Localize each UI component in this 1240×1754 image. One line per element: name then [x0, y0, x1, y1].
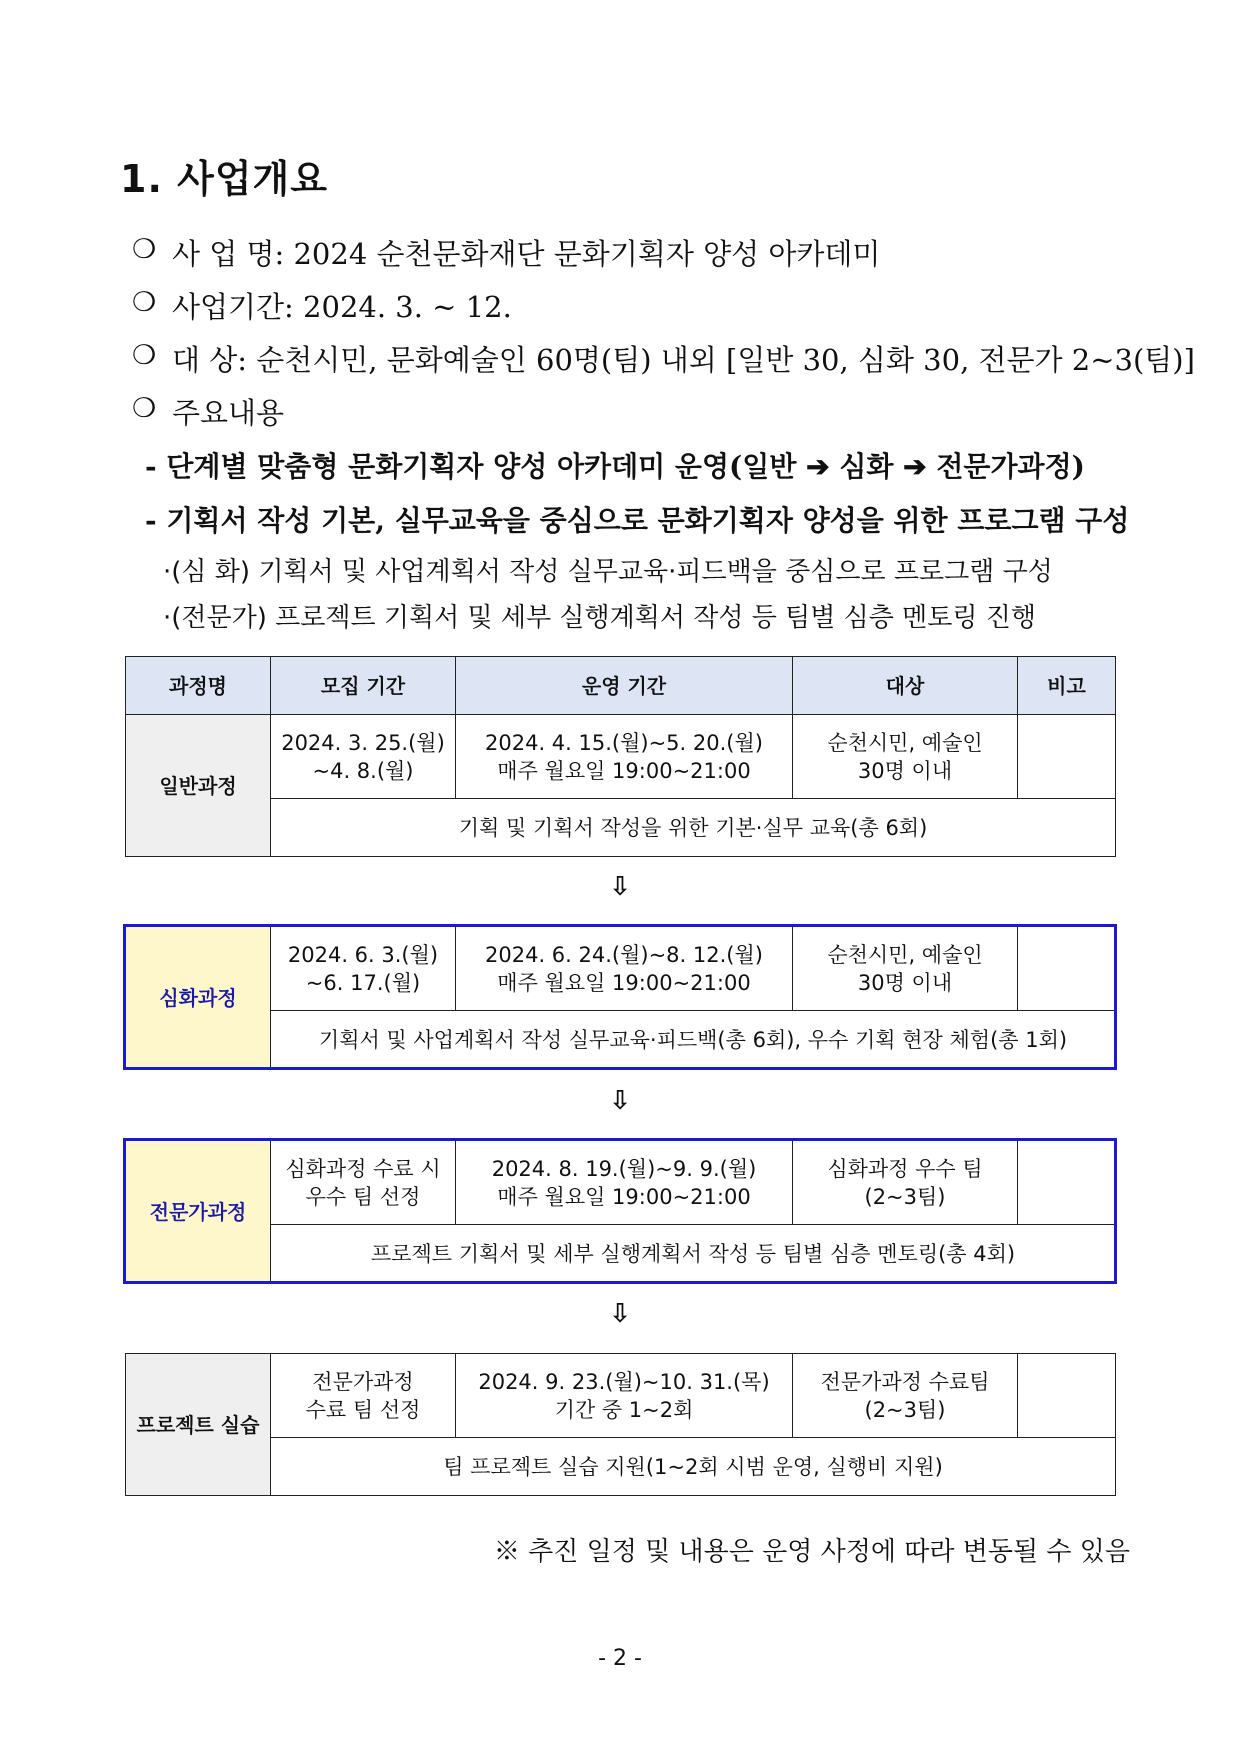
note-cell: [1018, 715, 1116, 799]
course-description: 기획 및 기획서 작성을 위한 기본·실무 교육(총 6회): [271, 799, 1116, 857]
footnote: ※ 추진 일정 및 내용은 운영 사정에 따라 변동될 수 있음: [493, 1537, 1130, 1567]
bullet-icon: ❍: [132, 340, 157, 371]
course-description: 기획서 및 사업계획서 작성 실무교육·피드백(총 6회), 우수 기획 현장 체험(총 1회): [271, 1011, 1116, 1069]
recruit-period: [271, 1354, 456, 1438]
operation-dates: 2024. 6. 24.(월)~8. 12.(월): [485, 942, 763, 967]
target-count: (2~3팀): [864, 1184, 946, 1209]
operation-dates: 2024. 4. 15.(월)~5. 20.(월): [485, 730, 763, 755]
down-arrow-icon: ⇩: [609, 1086, 631, 1116]
bullet-icon: ❍: [132, 234, 157, 265]
target-group: 전문가과정 수료팀: [820, 1369, 990, 1394]
course-description: 팀 프로젝트 실습 지원(1~2회 시범 운영, 실행비 지원): [271, 1438, 1116, 1496]
target: [793, 1354, 1018, 1438]
recruit-condition: 전문가과정: [312, 1369, 414, 1394]
down-arrow-icon: ⇩: [609, 1299, 631, 1329]
detail-item: - 단계별 맞춤형 문화기획자 양성 아카데미 운영(일반 ➔ 심화 ➔ 전문가과정): [145, 450, 1085, 483]
course-name: 심화과정: [126, 927, 271, 1069]
recruit-end: ~4. 8.(월): [312, 758, 414, 783]
target-count: (2~3팀): [864, 1397, 946, 1422]
target-count: 30명 이내: [857, 970, 953, 995]
operation-dates: 2024. 9. 23.(월)~10. 31.(목): [478, 1369, 770, 1394]
down-arrow-icon: ⇩: [609, 872, 631, 902]
course-name: 일반과정: [126, 715, 271, 857]
recruit-period: [271, 1141, 456, 1225]
recruit-end: ~6. 17.(월): [305, 970, 421, 995]
bullet-icon: ❍: [132, 393, 157, 424]
course-name: 프로젝트 실습: [126, 1354, 271, 1496]
recruit-period: [271, 927, 456, 1011]
operation-dates: 2024. 8. 19.(월)~9. 9.(월): [491, 1156, 757, 1181]
operation-period: [456, 927, 793, 1011]
target: [793, 1141, 1018, 1225]
operation-period: [456, 1354, 793, 1438]
recruit-period: [271, 715, 456, 799]
target-group: 순천시민, 예술인: [827, 730, 983, 755]
operation-schedule: 매주 월요일 19:00~21:00: [497, 970, 751, 995]
operation-period: [456, 1141, 793, 1225]
overview-period: 사업기간: 2024. 3. ~ 12.: [172, 290, 512, 324]
overview-main-content: 주요내용: [172, 396, 285, 430]
target-count: 30명 이내: [857, 758, 953, 783]
course-table-project: [125, 1353, 1116, 1496]
header-target: 대상: [793, 657, 1018, 715]
overview-target: 대 상: 순천시민, 문화예술인 60명(팀) 내외 [일반 30, 심화 30, 전문가 2~3(팀)]: [172, 343, 1195, 377]
recruit-start: 2024. 3. 25.(월): [281, 730, 445, 755]
course-table-advanced: [125, 926, 1116, 1069]
course-table-expert: [125, 1140, 1116, 1283]
recruit-start: 2024. 6. 3.(월): [287, 942, 439, 967]
header-operation-period: 운영 기간: [456, 657, 793, 715]
operation-schedule: 매주 월요일 19:00~21:00: [497, 758, 751, 783]
target: [793, 715, 1018, 799]
overview-business-name: 사 업 명: 2024 순천문화재단 문화기획자 양성 아카데미: [172, 237, 881, 271]
recruit-selection: 수료 팀 선정: [305, 1397, 421, 1422]
target-group: 심화과정 우수 팀: [827, 1156, 983, 1181]
operation-schedule: 기간 중 1~2회: [554, 1397, 694, 1422]
target: [793, 927, 1018, 1011]
sub-detail-item: ·(심 화) 기획서 및 사업계획서 작성 실무교육·피드백을 중심으로 프로그램 구성: [163, 557, 1053, 587]
note-cell: [1018, 1141, 1116, 1225]
course-table-general: [125, 656, 1116, 857]
sub-detail-item: ·(전문가) 프로젝트 기획서 및 세부 실행계획서 작성 등 팀별 심층 멘토링 진행: [163, 603, 1036, 633]
recruit-selection: 우수 팀 선정: [305, 1184, 421, 1209]
header-recruit-period: 모집 기간: [271, 657, 456, 715]
recruit-condition: 심화과정 수료 시: [285, 1156, 441, 1181]
bullet-icon: ❍: [132, 287, 157, 318]
note-cell: [1018, 927, 1116, 1011]
target-group: 순천시민, 예술인: [827, 942, 983, 967]
operation-schedule: 매주 월요일 19:00~21:00: [497, 1184, 751, 1209]
header-note: 비고: [1018, 657, 1116, 715]
detail-item: - 기획서 작성 기본, 실무교육을 중심으로 문화기획자 양성을 위한 프로그램 구성: [145, 504, 1130, 537]
note-cell: [1018, 1354, 1116, 1438]
course-name: 전문가과정: [126, 1141, 271, 1283]
header-course-name: 과정명: [126, 657, 271, 715]
page-number: - 2 -: [598, 1646, 642, 1671]
operation-period: [456, 715, 793, 799]
course-description: 프로젝트 기획서 및 세부 실행계획서 작성 등 팀별 심층 멘토링(총 4회): [271, 1225, 1116, 1283]
section-title: 1. 사업개요: [120, 157, 328, 201]
